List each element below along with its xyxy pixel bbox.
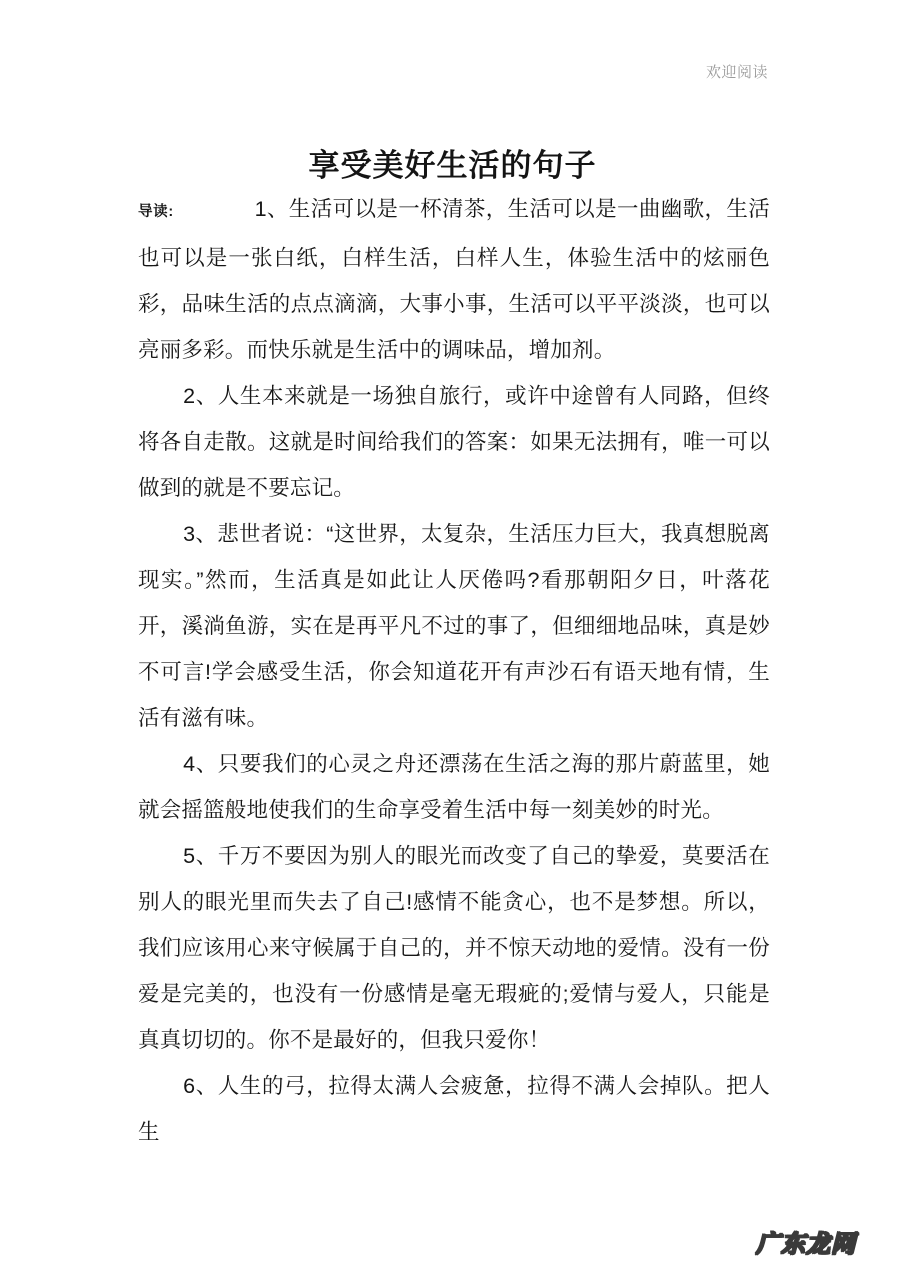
paragraph-5: 5、千万不要因为别人的眼光而改变了自己的挚爱，莫要活在别人的眼光里而失去了自己!感情不能贪心，也不是梦想。所以，我们应该用心来守候属于自己的，并不惊天动地的爱情。没有一份爱是完美的，也没有一份感情是毫无瑕疵的;爱情与爱人，只能是真真切切的。你不是最好的，但我只爱你！ bbox=[138, 844, 770, 1052]
paragraph-3: 3、悲世者说：“这世界，太复杂，生活压力巨大，我真想脱离现实。”然而，生活真是如此让人厌倦吗?看那朝阳夕日，叶落花开，溪淌鱼游，实在是再平凡不过的事了，但细细地品味，真是妙不可言!学会感受生活，你会知道花开有声沙石有语天地有情，生活有滋有味。 bbox=[138, 522, 770, 730]
paragraph-4: 4、只要我们的心灵之舟还漂荡在生活之海的那片蔚蓝里，她就会摇篮般地使我们的生命享受着生活中每一刻美妙的时光。 bbox=[138, 752, 770, 822]
site-watermark: 广东龙网 bbox=[756, 1231, 856, 1258]
body-text-column bbox=[138, 186, 770, 1155]
page-title: 享受美好生活的句子 bbox=[308, 147, 597, 183]
paragraph-1 bbox=[138, 186, 770, 373]
paragraph-2: 2、人生本来就是一场独自旅行，或许中途曾有人同路，但终将各自走散。这就是时间给我们的答案：如果无法拥有，唯一可以做到的就是不要忘记。 bbox=[138, 384, 770, 500]
running-header: 欢迎阅读 bbox=[705, 64, 768, 81]
lead-label: 导读: bbox=[138, 204, 174, 220]
paragraph-1-text: 1、生活可以是一杯清茶，生活可以是一曲幽歌，生活也可以是一张白纸，白样生活，白样人生，体验生活中的炫丽色彩，品味生活的点点滴滴，大事小事，生活可以平平淡淡，也可以亮丽多彩。而快乐就是生活中的调味品，增加剂。 bbox=[138, 197, 770, 362]
paragraph-6: 6、人生的弓，拉得太满人会疲惫，拉得不满人会掉队。把人生 bbox=[138, 1074, 770, 1144]
